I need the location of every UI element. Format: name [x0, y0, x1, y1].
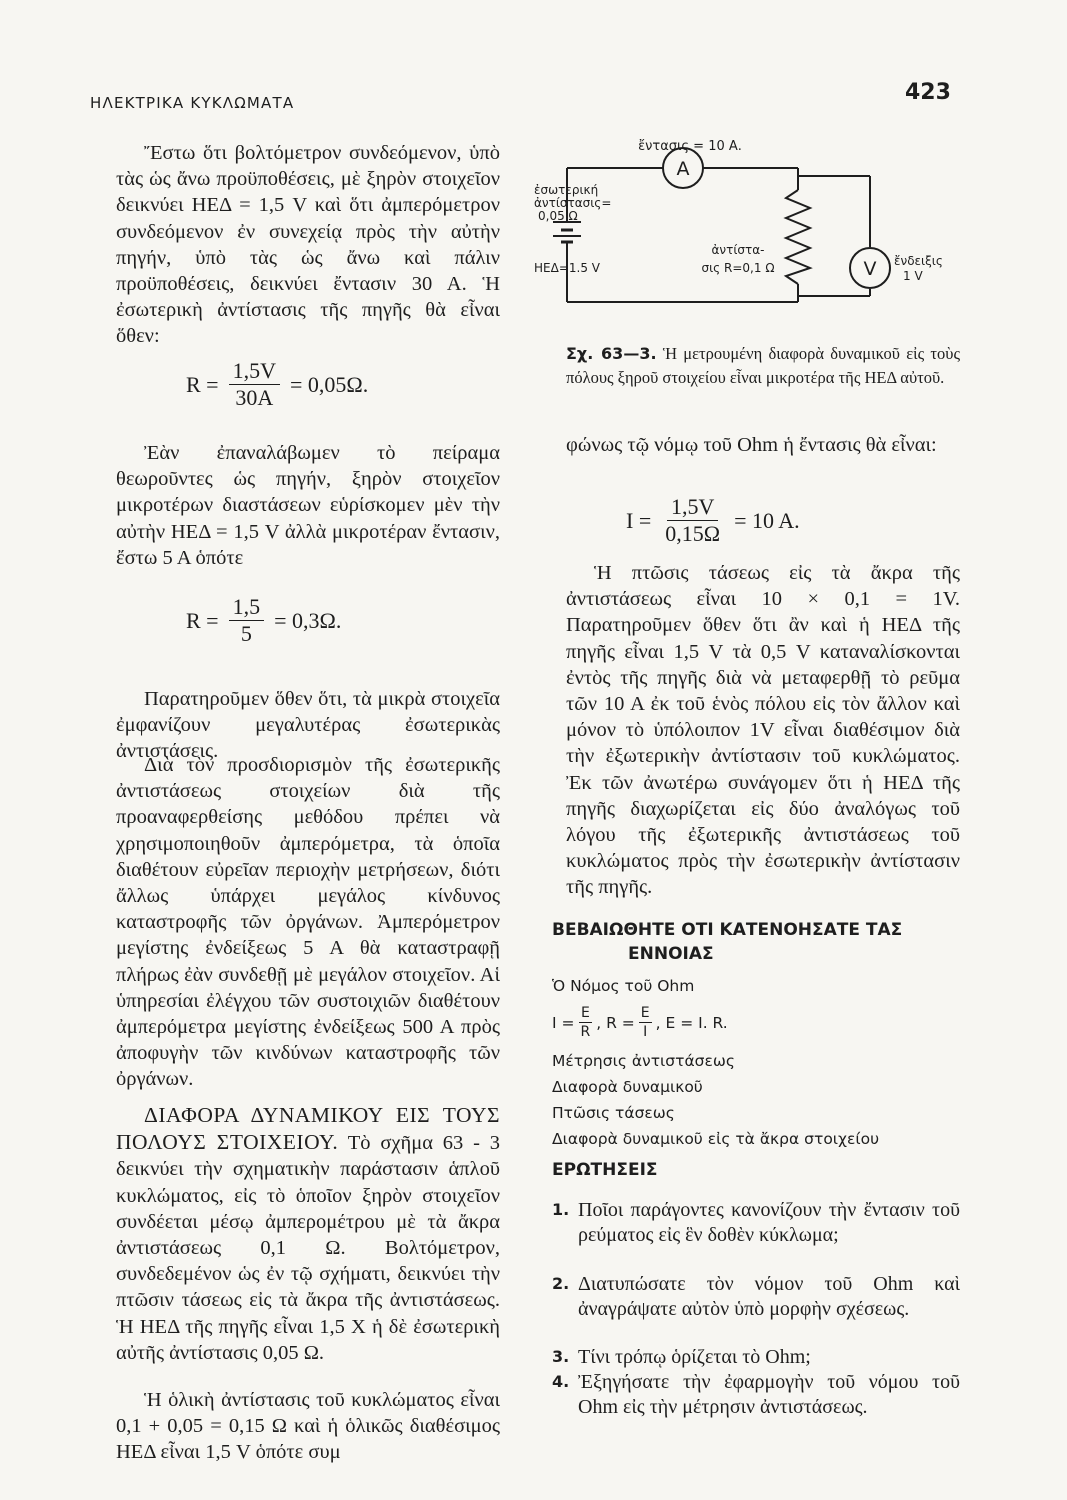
section-title: ΔΙΑΦΟΡΑ ΔΥΝΑΜΙΚΟΥ ΕΙΣ ΤΟΥΣ ΠΟΛΟΥΣ ΣΤΟΙΧΕΙΟΥ.: [116, 1103, 500, 1155]
eq1-rhs: = 0,05Ω.: [289, 371, 369, 397]
eq1-numerator: 1,5V: [229, 358, 280, 385]
eq3-numerator: 1,5V: [667, 494, 718, 521]
ammeter-label: A: [676, 158, 690, 180]
summary-item-potential: Διαφορὰ δυναμικοῦ: [552, 1078, 703, 1096]
reading-label-2: 1 V: [903, 269, 923, 283]
left-paragraph-1: Ἔστω ὅτι βολτόμετρον συνδεόμενον, ὑπὸ τὰς ὡς ἄνω προϋποθέσεις, μὲ ξηρὸν στοιχεῖον δεικνύει ΗΕΔ = 1,5 V καὶ ὅτι ἀμπερόμετρον συνδεόμενον ἐν συνεχείᾳ πρὸς τὴν αὐτὴν πηγήν, ὑπὸ τὰς ὡς ἄνω καὶ πάλιν προϋποθέσεις, δεικνύει ἔντασιν 30 Α. Ἡ ἐσωτερικὴ ἀντίστασις τῆς πηγῆς θὰ εἶναι ὅθεν:: [116, 142, 500, 348]
equation-3: [626, 494, 800, 547]
equation-1: [186, 358, 368, 411]
question-2: 2. Διατυπώσατε τὸν νόμον τοῦ Ohm καὶ ἀναγράψατε αὐτὸν ὑπὸ μορφὴν σχέσεως.: [552, 1273, 960, 1320]
resistance-label-2: σις R=0,1 Ω: [701, 261, 775, 275]
eq2-fraction: [229, 594, 265, 647]
reading-label-1: ἔνδειξις: [894, 254, 943, 268]
left-paragraph-3: Παρατηροῦμεν ὅθεν ὅτι, τὰ μικρὰ στοιχεῖα ἐμφανίζουν μεγαλυτέρας ἐσωτερικὰς ἀντιστάσεις.: [116, 688, 500, 763]
left-paragraph-5: ΔΙΑΦΟΡΑ ΔΥΝΑΜΙΚΟΥ ΕΙΣ ΤΟΥΣ ΠΟΛΟΥΣ ΣΤΟΙΧΕΙΟΥ. Τὸ σχῆμα 63 - 3 δεικνύει τὴν σχηματικὴν παράστασιν ἁπλοῦ κυκλώματος, εἰς τὸ ὁποῖον ξηρὸν στοιχεῖον συνδέεται μέσῳ ἀμπερομέτρου μὲ τὰ ἄκρα ἀντιστάσεως 0,1 Ω. Βολτόμετρον, συνδεδεμένον ὡς ἐν τῷ σχήματι, δεικνύει τὴν πτῶσιν τάσεως εἰς τὰ ἄκρα τῆς ἀντιστάσεως. Ἡ ΗΕΔ τῆς πηγῆς εἶναι 1,5 Χ ἡ δὲ ἐσωτερικὴ αὐτῆς ἀντίστασις 0,05 Ω.: [116, 1103, 500, 1364]
eq3-denominator: 0,15Ω: [665, 521, 721, 546]
left-paragraph-4: Διὰ τὸν προσδιορισμὸν τῆς ἐσωτερικῆς ἀντιστάσεως στοιχείων διὰ τῆς προαναφερθείσης μεθόδου πρέπει νὰ χρησιμοποιηθοῦν ἀμπερόμετρα, τὰ ὁποῖα διαθέτουν εὐρεῖαν περιοχὴν μετρήσεων, διότι ἄλλως ὑπάρχει μεγάλος κίνδυνος καταστροφῆς τῶν ὀργάνων. Ἀμπερόμετρον μεγίστης ἐνδείξεως 5 Α θὰ καταστραφῇ πλήρως ἐὰν συνδεθῇ μὲ μεγάλον στοιχεῖον. Αἱ ὑπηρεσίαι ἐλέγχου τῶν συστοιχιῶν διαθέτουν ἀμπερόμετρα μεγίστης ἐνδείξεως 500 Α πρὸς ἀποφυγὴν τῶν κινδύνων καταστροφῆς τῶν ὀργάνων.: [116, 754, 500, 1091]
emf-label: ΗΕΔ=1.5 V: [534, 261, 600, 275]
caption-label: Σχ. 63—3.: [566, 344, 657, 363]
summary-formulas: I = $\frac{E}{R}$ , R = $\frac{E}{I}$ , E = I. R.: [552, 1005, 728, 1040]
internal-res-value: 0,05 Ω: [538, 209, 578, 223]
eq1-fraction: [229, 358, 280, 411]
internal-res-label-1: ἐσωτερική: [534, 183, 599, 197]
summary-item-voltage-drop: Πτῶσις τάσεως: [552, 1104, 675, 1122]
circuit-diagram: [520, 132, 965, 332]
summary-item-resistance: Μέτρησις ἀντιστάσεως: [552, 1052, 735, 1070]
voltmeter-label: V: [863, 258, 877, 280]
left-paragraph-6: Ἡ ὁλικὴ ἀντίστασις τοῦ κυκλώματος εἶναι 0,1 + 0,05 = 0,15 Ω καὶ ἡ ὁλικῶς διαθέσιμος ΗΕΔ εἶναι 1,5 V ὁπότε συμ: [116, 1389, 500, 1464]
summary-item-terminal: Διαφορὰ δυναμικοῦ εἰς τὰ ἄκρα στοιχείου: [552, 1130, 880, 1148]
eq2-lhs: R =: [186, 607, 219, 633]
question-4: 4. Ἐξηγήσατε τὴν ἐφαρμογὴν τοῦ νόμου τοῦ Ohm εἰς τὴν μέτρησιν ἀντιστάσεως.: [552, 1371, 960, 1418]
question-1: 1. Ποῖοι παράγοντες κανονίζουν τὴν ἔντασιν τοῦ ρεύματος εἰς ἓν δοθὲν κύκλωμα;: [552, 1199, 960, 1246]
summary-title: ΒΕΒΑΙΩΘΗΤΕ ΟΤΙ ΚΑΤΕΝΟΗΣΑΤΕ ΤΑΣ ΕΝΝΟΙΑΣ: [552, 920, 903, 964]
right-paragraph-1: φώνως τῷ νόμῳ τοῦ Ohm ἡ ἔντασις θὰ εἶναι:: [566, 434, 937, 456]
cell-symbol: [553, 222, 581, 242]
eq3-fraction: [661, 494, 724, 547]
eq2-rhs: = 0,3Ω.: [274, 607, 342, 633]
page-number: 423: [905, 80, 951, 105]
eq1-denominator: 30A: [235, 385, 274, 410]
left-paragraph-2: Ἐὰν ἐπαναλάβωμεν τὸ πείραμα θεωροῦντες ὡς πηγήν, ξηρὸν στοιχεῖον μικροτέρων διαστάσεων εὑρίσκομεν μὲν τὴν αὐτὴν ΗΕΔ = 1,5 V ἀλλὰ μικροτέραν ἔντασιν, ἔστω 5 Α ὁπότε: [116, 442, 500, 569]
equation-2: [186, 594, 341, 647]
questions-title: ΕΡΩΤΗΣΕΙΣ: [552, 1160, 658, 1180]
running-header: ΗΛΕΚΤΡΙΚΑ ΚΥΚΛΩΜΑΤΑ: [90, 94, 295, 112]
eq2-denominator: 5: [240, 621, 252, 646]
resistance-label-1: ἀντίστα-: [711, 243, 765, 257]
question-3: 3. Τίνι τρόπῳ ὁρίζεται τὸ Ohm;: [552, 1346, 811, 1368]
current-label: ἔντασις = 10 Α.: [638, 139, 742, 154]
caption-text: Ἡ μετρουμένη διαφορὰ δυναμικοῦ εἰς τοὺς πόλους ξηροῦ στοιχείου εἶναι μικροτέρα τῆς ΗΕΔ αὐτοῦ.: [566, 344, 961, 387]
eq3-lhs: I =: [626, 507, 652, 533]
eq1-lhs: R =: [186, 371, 219, 397]
resistor-symbol: [786, 190, 810, 284]
right-paragraph-2: Ἡ πτῶσις τάσεως εἰς τὰ ἄκρα τῆς ἀντιστάσεως εἶναι 10 × 0,1 = 1V. Παρατηροῦμεν ὅθεν ὅτι ἂν καὶ ἡ ΗΕΔ τῆς πηγῆς εἶναι 1,5 V τὰ 0,5 V καταναλίσκονται ἐντὸς τῆς πηγῆς διὰ νὰ μεταφερθῇ τὸ ρεῦμα τῶν 10 Α ἐκ τοῦ ἑνὸς πόλου εἰς τὸν ἄλλον καὶ μόνον τὸ ὑπόλοιπον 1V εἶναι διαθέσιμον διὰ τὴν ἐξωτερικὴν ἀντίστασιν τοῦ κυκλώματος. Ἐκ τῶν ἀνωτέρω συνάγομεν ὅτι ἡ ΗΕΔ τῆς πηγῆς διαχωρίζεται εἰς δύο ἀναλόγως τοῦ λόγου τῆς ἐξωτερικῆς ἀντιστάσεως τοῦ κυκλώματος πρὸς τὴν ἐσωτερικὴν ἀντίστασιν τῆς πηγῆς.: [566, 562, 960, 899]
eq3-rhs: = 10 A.: [734, 507, 800, 533]
summary-ohm-law: Ὁ Νόμος τοῦ Ohm: [552, 977, 695, 995]
figure-caption: [566, 342, 960, 390]
summary-list: [552, 1048, 962, 1152]
eq2-numerator: 1,5: [229, 594, 265, 621]
internal-res-label-2: ἀντίστασις=: [534, 196, 612, 210]
